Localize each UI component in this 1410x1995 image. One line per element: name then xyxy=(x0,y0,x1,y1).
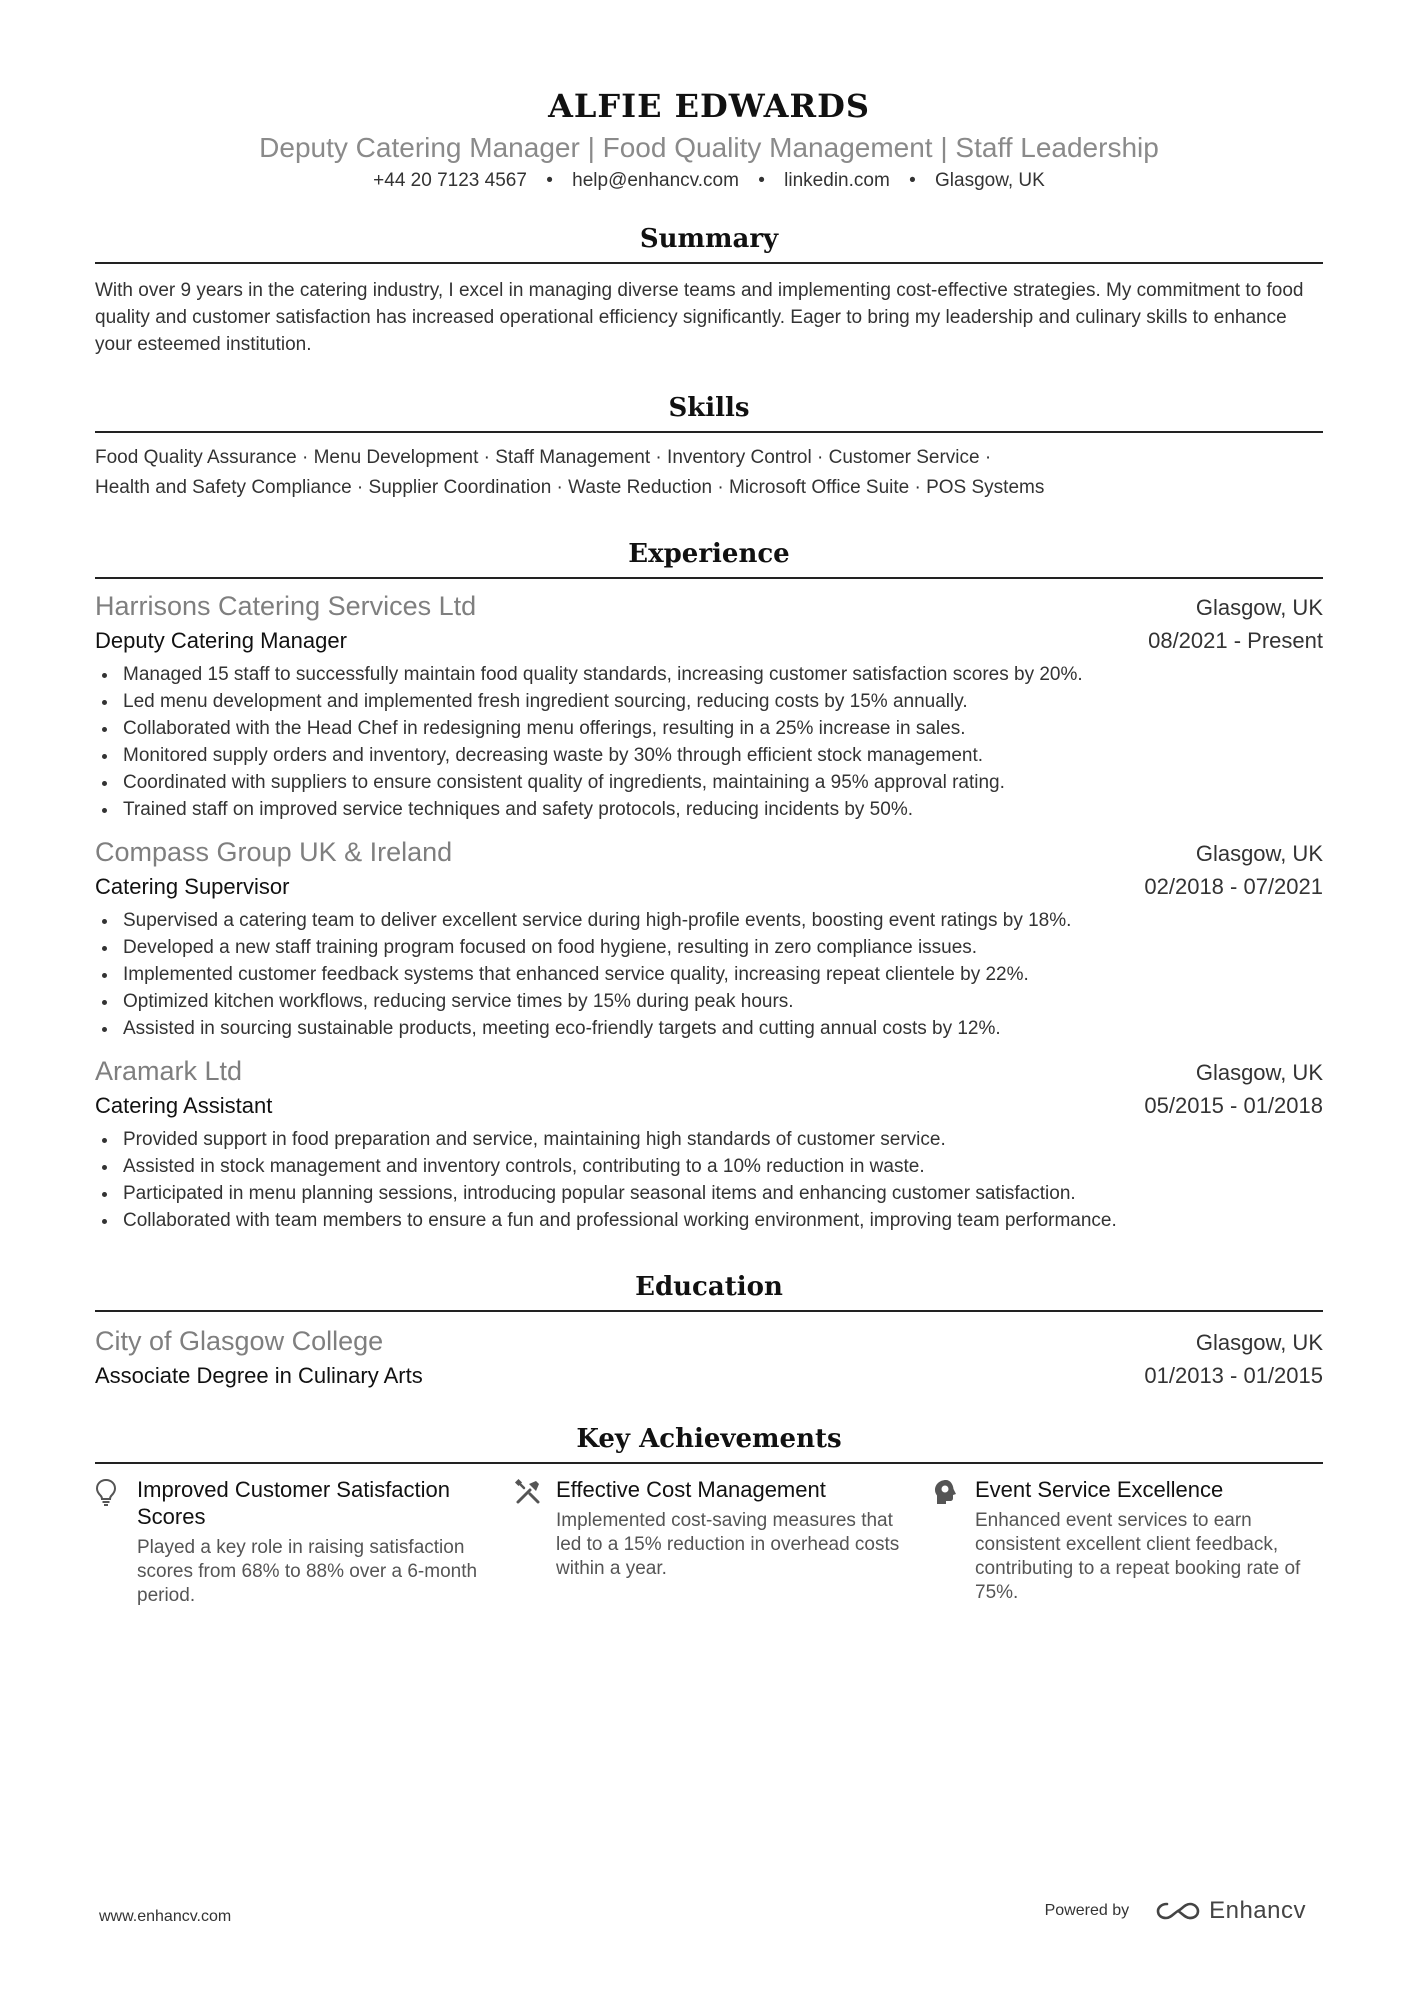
job-location: Glasgow, UK xyxy=(1195,1060,1323,1085)
achievement-item xyxy=(933,1476,1323,1608)
education-title: Education xyxy=(95,1270,1323,1312)
contact-location: Glasgow, UK xyxy=(935,170,1045,191)
list-item: Participated in menu planning sessions, introducing popular seasonal items and enhancing customer satisfaction. xyxy=(95,1180,1323,1207)
list-item: Optimized kitchen workflows, reducing service times by 15% during peak hours. xyxy=(95,988,1323,1015)
skills-line: Health and Safety Compliance · Supplier Coordination · Waste Reduction · Microsoft Office Suite · POS Systems xyxy=(95,477,1045,498)
candidate-headline: Deputy Catering Manager | Food Quality Management | Staff Leadership xyxy=(259,132,1159,163)
education-location: Glasgow, UK xyxy=(1195,1330,1323,1355)
job-company: Aramark Ltd xyxy=(95,1056,243,1086)
head-idea-icon xyxy=(933,1476,975,1608)
job-dates: 02/2018 - 07/2021 xyxy=(1144,874,1323,899)
list-item: Implemented customer feedback systems that enhanced service quality, increasing repeat clientele by 22%. xyxy=(95,961,1323,988)
job-bullets xyxy=(95,661,1323,823)
education-section xyxy=(95,1270,1323,1392)
job-location: Glasgow, UK xyxy=(1195,841,1323,866)
job-entry xyxy=(95,1054,1323,1234)
job-bullets xyxy=(95,1126,1323,1234)
achievement-item xyxy=(514,1476,904,1608)
job-role: Catering Supervisor xyxy=(95,874,290,899)
job-entry xyxy=(95,835,1323,1042)
job-entry xyxy=(95,589,1323,823)
education-entry xyxy=(95,1324,1323,1392)
list-item: Collaborated with the Head Chef in redesigning menu offerings, resulting in a 25% increase in sales. xyxy=(95,715,1323,742)
contact-separator: • xyxy=(546,170,553,191)
job-role: Catering Assistant xyxy=(95,1093,273,1118)
list-item: Managed 15 staff to successfully maintain food quality standards, increasing customer satisfaction scores by 20%. xyxy=(95,661,1323,688)
resume-content xyxy=(95,84,1323,1608)
summary-section xyxy=(95,222,1323,358)
summary-text: With over 9 years in the catering industry, I excel in managing diverse teams and implementing cost-effective strategies. My commitment to food quality and customer satisfaction has increased operational efficiency significantly. Eager to bring my leadership and culinary skills to enhance your esteemed institution. xyxy=(95,280,1304,355)
summary-title: Summary xyxy=(95,222,1323,264)
tools-icon xyxy=(514,1476,556,1608)
job-bullets xyxy=(95,907,1323,1042)
powered-by-label: Powered by xyxy=(1044,1902,1130,1919)
achievements-list xyxy=(95,1476,1323,1608)
achievement-title: Effective Cost Management xyxy=(556,1477,826,1502)
achievement-item xyxy=(95,1476,485,1608)
education-degree: Associate Degree in Culinary Arts xyxy=(95,1363,423,1388)
brand-logo[interactable] xyxy=(1155,1897,1306,1925)
skills-list xyxy=(95,443,1323,503)
job-dates: 05/2015 - 01/2018 xyxy=(1144,1093,1323,1118)
list-item: Provided support in food preparation and service, maintaining high standards of customer service. xyxy=(95,1126,1323,1153)
achievement-title: Event Service Excellence xyxy=(975,1477,1224,1502)
education-school: City of Glasgow College xyxy=(95,1326,384,1356)
experience-section xyxy=(95,537,1323,1234)
job-company: Compass Group UK & Ireland xyxy=(95,837,453,867)
brand-name: Enhancv xyxy=(1209,1897,1306,1924)
skills-section xyxy=(95,391,1323,503)
list-item: Supervised a catering team to deliver excellent service during high-profile events, boosting event ratings by 18%. xyxy=(95,907,1323,934)
achievement-title: Improved Customer Satisfaction Scores xyxy=(137,1477,451,1529)
list-item: Led menu development and implemented fresh ingredient sourcing, reducing costs by 15% annually. xyxy=(95,688,1323,715)
achievement-desc: Enhanced event services to earn consistent excellent client feedback, contributing to a repeat booking rate of 75%. xyxy=(975,1510,1301,1603)
achievement-desc: Played a key role in raising satisfaction scores from 68% to 88% over a 6-month period. xyxy=(137,1537,478,1606)
job-role: Deputy Catering Manager xyxy=(95,628,347,653)
list-item: Trained staff on improved service techniques and safety protocols, reducing incidents by 50%. xyxy=(95,796,1323,823)
contact-separator: • xyxy=(909,170,916,191)
achievements-section xyxy=(95,1422,1323,1608)
list-item: Assisted in sourcing sustainable products, meeting eco-friendly targets and cutting annual costs by 12%. xyxy=(95,1015,1323,1042)
contact-line xyxy=(95,168,1323,194)
footer-website[interactable]: www.enhancv.com xyxy=(99,1908,232,1925)
experience-list xyxy=(95,589,1323,1234)
experience-title: Experience xyxy=(95,537,1323,579)
contact-email[interactable]: help@enhancv.com xyxy=(572,170,739,191)
achievements-title: Key Achievements xyxy=(95,1422,1323,1464)
enhancv-logo-icon xyxy=(1155,1900,1201,1922)
contact-phone: +44 20 7123 4567 xyxy=(373,170,527,191)
contact-separator: • xyxy=(758,170,765,191)
candidate-name: ALFIE EDWARDS xyxy=(548,87,870,125)
list-item: Coordinated with suppliers to ensure consistent quality of ingredients, maintaining a 95% approval rating. xyxy=(95,769,1323,796)
footer-powered xyxy=(1045,1897,1306,1925)
education-dates: 01/2013 - 01/2015 xyxy=(1144,1363,1323,1388)
skills-title: Skills xyxy=(95,391,1323,433)
contact-linkedin[interactable]: linkedin.com xyxy=(784,170,890,191)
job-company: Harrisons Catering Services Ltd xyxy=(95,591,477,621)
achievement-desc: Implemented cost-saving measures that led to a 15% reduction in overhead costs within a year. xyxy=(556,1510,900,1579)
skills-line: Food Quality Assurance · Menu Development · Staff Management · Inventory Control · Customer Service · xyxy=(95,447,992,468)
job-location: Glasgow, UK xyxy=(1195,595,1323,620)
list-item: Monitored supply orders and inventory, decreasing waste by 30% through efficient stock management. xyxy=(95,742,1323,769)
lightbulb-icon xyxy=(95,1476,137,1608)
job-dates: 08/2021 - Present xyxy=(1148,628,1323,653)
list-item: Developed a new staff training program focused on food hygiene, resulting in zero compliance issues. xyxy=(95,934,1323,961)
list-item: Assisted in stock management and inventory controls, contributing to a 10% reduction in waste. xyxy=(95,1153,1323,1180)
list-item: Collaborated with team members to ensure a fun and professional working environment, improving team performance. xyxy=(95,1207,1323,1234)
